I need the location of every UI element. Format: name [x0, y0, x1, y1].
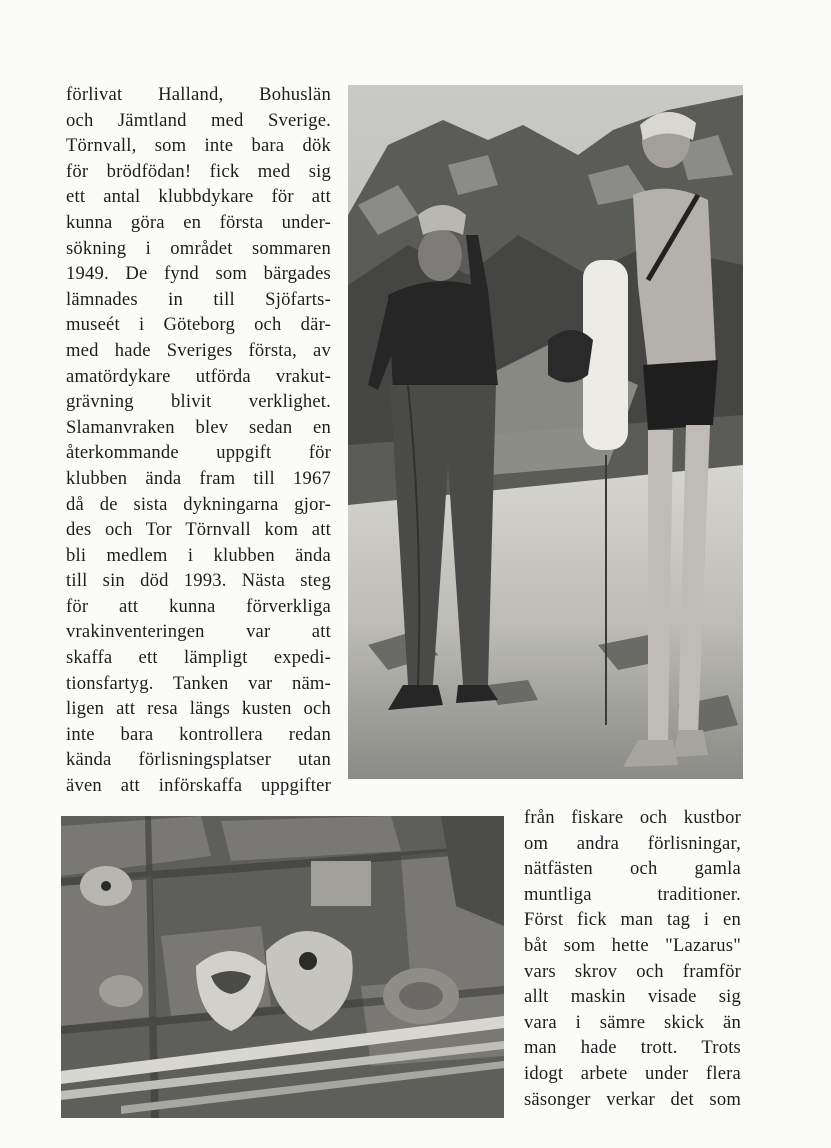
text-line: om andra förlisningar,	[524, 832, 741, 854]
text-line: vars skrov och framför	[524, 960, 741, 982]
text-line: även att införskaffa uppgifter	[66, 775, 331, 797]
text-line: museét i Göteborg och där-	[66, 314, 331, 336]
text-line: med hade Sveriges första, av	[66, 339, 331, 361]
text-line: ligen att resa längs kusten och	[66, 698, 331, 720]
text-line: amatördykare utförda vrakut-	[66, 365, 331, 387]
text-line: 1949. De fynd som bärgades	[66, 263, 331, 285]
text-line: bli medlem i klubben ända	[66, 544, 331, 566]
text-line: vrakinventeringen var att	[66, 621, 331, 643]
text-line: Först fick man tag i en	[524, 909, 741, 931]
text-line: Slamanvraken blev sedan en	[66, 416, 331, 438]
text-line: tionsfartyg. Tanken var näm-	[66, 672, 331, 694]
text-line: för att kunna förverkliga	[66, 595, 331, 617]
text-line: man hade trott. Trots	[524, 1037, 741, 1059]
text-line: allt maskin visade sig	[524, 986, 741, 1008]
text-line: båt som hette "Lazarus"	[524, 934, 741, 956]
text-line: säsonger verkar det som	[524, 1088, 741, 1110]
text-line: Törnvall, som inte bara dök	[66, 135, 331, 157]
text-line: återkommande uppgift för	[66, 442, 331, 464]
text-line: då de sista dykningarna gjor-	[66, 493, 331, 515]
text-line: sökning i området sommaren	[66, 237, 331, 259]
photo-two-divers-on-rocks	[348, 85, 743, 779]
text-line: från fiskare och kustbor	[524, 807, 741, 828]
photo-artifacts-drawing	[61, 816, 504, 1118]
text-line: klubben ända fram till 1967	[66, 467, 331, 489]
left-text-column	[66, 82, 331, 799]
text-line: lämnades in till Sjöfarts-	[66, 288, 331, 310]
text-line: nätfästen och gamla	[524, 858, 741, 880]
text-line: kända förlisningsplatser utan	[66, 749, 331, 771]
text-line: des och Tor Törnvall kom att	[66, 519, 331, 541]
text-line: till sin död 1993. Nästa steg	[66, 570, 331, 592]
text-line: kunna göra en första under-	[66, 211, 331, 233]
photo-divers-drawing	[348, 85, 743, 779]
text-line: idogt arbete under flera	[524, 1062, 741, 1084]
text-line: muntliga traditioner.	[524, 883, 741, 905]
text-line: grävning blivit verklighet.	[66, 391, 331, 413]
photo-salvaged-artifacts	[61, 816, 504, 1118]
text-line: för brödfödan! fick med sig	[66, 160, 331, 182]
text-line: ett antal klubbdykare för att	[66, 186, 331, 208]
text-line: inte bara kontrollera redan	[66, 723, 331, 745]
text-line: och Jämtland med Sverige.	[66, 109, 331, 131]
right-text-column	[524, 805, 741, 1112]
text-line: skaffa ett lämpligt expedi-	[66, 647, 331, 669]
text-line: vara i sämre skick än	[524, 1011, 741, 1033]
text-line: förlivat Halland, Bohuslän	[66, 84, 331, 105]
